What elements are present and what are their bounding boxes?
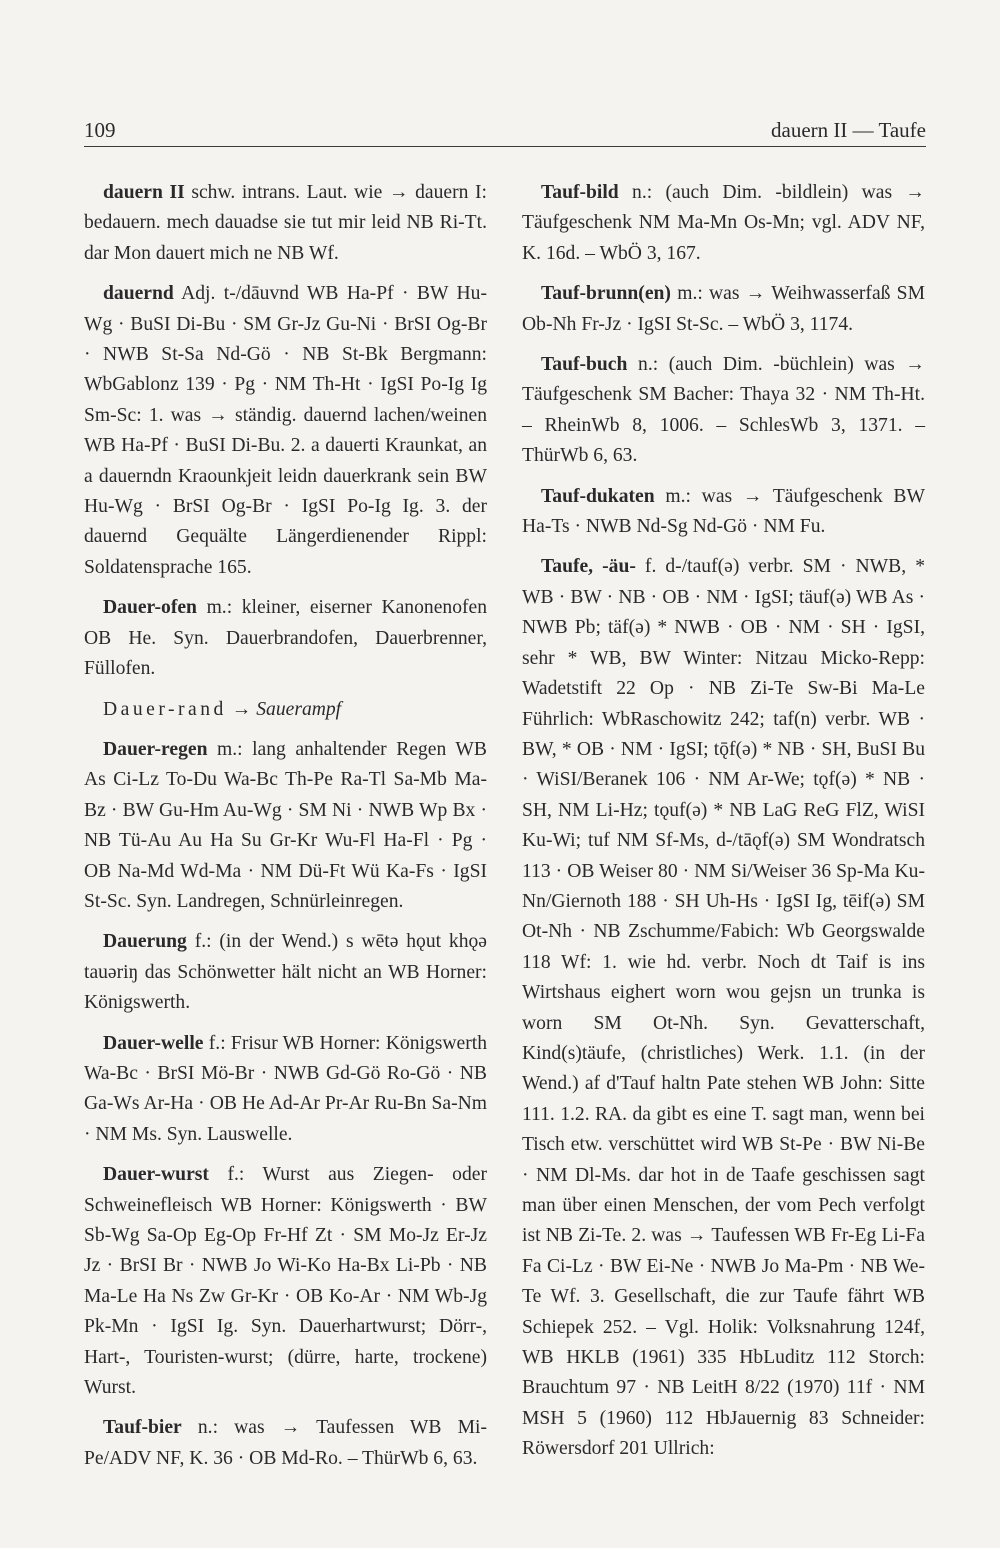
lemma: Tauf-dukaten [541, 485, 655, 507]
lemma: Taufe, -äu- [541, 556, 636, 578]
lemma: Tauf-bier [103, 1417, 182, 1439]
lemma: Tauf-bild [541, 182, 619, 203]
definition: n.: (auch Dim. -bildlein) was → Täufgeschenk NM Ma-Mn Os-Mn; vgl. ADV NF, K. 16d. – WbÖ 3, 167. [522, 182, 925, 264]
definition: n.: was → Taufessen WB Mi-Pe/ADV NF, K. 36 · OB Md-Ro. – ThürWb 6, 63. [84, 1417, 487, 1469]
entry-dauernd [84, 279, 487, 583]
definition: m.: kleiner, eiserner Kanonenofen OB He. Syn. Dauerbrandofen, Dauerbrenner, Füllofen. [84, 597, 488, 680]
running-head: dauern II — Taufe [771, 118, 926, 142]
page-number: 109 [84, 118, 116, 142]
entry-dauer-wurst [84, 1160, 487, 1403]
entry-tauf-buch [522, 350, 925, 472]
entry-dauer-rand [84, 695, 487, 725]
cross-reference: → Sauerampf [231, 698, 342, 720]
lemma: Dauer-rand [103, 698, 227, 720]
entry-dauer-ofen [84, 593, 487, 684]
definition: m.: lang anhaltender Regen WB As Ci-Lz To-Du Wa-Bc Th-Pe Ra-Tl Sa-Mb Ma-Bz · BW Gu-Hm Au-Wg · SM Ni · NWB Wp Bx · NB Tü-Au Au Ha Su Gr-Kr Wu-Fl Ha-Fl · Pg · OB Na-Md Wd-Ma · NM Dü-Ft Wü Ka-Fs · IgSI St-Sc. Syn. Landregen, Schnürleinregen. [84, 738, 487, 912]
lemma: Dauer-welle [103, 1032, 204, 1054]
definition: f. d-/tauf(ə) verbr. SM · NWB, * WB · BW · NB · OB · NM · IgSI; täuf(ə) WB As · NWB Pb; täf(ə) * NWB · OB · NM · SH · IgSI, sehr * WB, BW Winter: Nitzau Micko-Repp: Wadetstift 22 Op · NB Zi-Te Sw-Bi Ma-Le Führlich: WbRaschowitz 242; taf(n) verbr. WB · BW, * OB · NM · IgSI; tǭf(ə) * NB · SH, BuSI Bu · WiSI/Beranek 106 · NM Ar-We; tǫf(ə) * NB · SH, NM Li-Hz; tǫuf(ə) * NB LaG ReG FlZ, WiSI Ku-Wi; tuf NM Sf-Ms, d-/tāǫf(ə) SM Wondratsch 113 · OB Weiser 80 · NM Si/Weiser 36 Sp-Ma Ku-Nn/Giernoth 188 · SH Uh-Hs · IgSI Ig, tēif(ə) SM Ot-Nh · NB Zschumme/Fabich: Wb Georgswalde 118 Wf: 1. wie hd. verbr. Noch dt Taif is ins Wirtshaus eighert worn wou gejsn un trunka is worn SM Ot-Nh. Syn. Gevatterschaft, Kind(s)täufe, (christliches) Werk. 1.1. (in der Wend.) af d'Tauf haltn Pate stehen WB John: Sitte 111. 1.2. RA. da gibt es eine T. sagt man, wenn bei Tisch etw. verschüttet wird WB St-Pe · BW Ni-Be · NM Dl-Ms. dar hot in de Taafe geschissen sagt man über einen Menschen, der vom Pech verfolgt ist NB Zi-Te. 2. was → Taufessen WB Fr-Eg Li-Fa Fa Ci-Lz · BW Ei-Ne · NWB Jo Ma-Pm · NB We-Te Wf. 3. Gesellschaft, die zur Taufe fährt WB Schiepek 252. – Vgl. Holik: Volksnahrung 124f, WB HKLB (1961) 335 HbLuditz 112 Storch: Brauchtum 97 · NB LeitH 8/22 (1970) 11f · NM MSH 5 (1960) 112 HbJauernig 83 Schneider: Röwersdorf 201 Ullrich: [522, 556, 925, 1460]
lemma: Dauer-ofen [103, 597, 197, 619]
definition: f.: (in der Wend.) s wētə hǫut khǫə tauəriŋ das Schönwetter hält nicht an WB Horner: Königswerth. [84, 931, 487, 1014]
definition: m.: was → Weihwasserfaß SM Ob-Nh Fr-Jz · IgSI St-Sc. – WbÖ 3, 1174. [522, 283, 925, 335]
entry-dauern-ii [84, 178, 487, 269]
entry-dauerung [84, 927, 487, 1018]
entry-tauf-brunnen [522, 279, 925, 340]
right-column [522, 178, 925, 1475]
definition: m.: was → Täufgeschenk BW Ha-Ts · NWB Nd-Sg Nd-Gö · NM Fu. [522, 485, 925, 538]
entry-tauf-bier [84, 1413, 487, 1474]
definition: schw. intrans. Laut. wie → dauern I: bedauern. mech dauadse sie tut mir leid NB Ri-Tt. dar Mon dauert mich ne NB Wf. [84, 182, 488, 264]
entry-tauf-dukaten [522, 482, 925, 543]
lemma: Dauer-regen [103, 738, 208, 760]
lemma: Tauf-brunn(en) [541, 283, 671, 305]
definition: f.: Frisur WB Horner: Königswerth Wa-Bc · BrSI Mö-Br · NWB Gd-Gö Ro-Gö · NB Ga-Ws Ar-Ha · OB He Ad-Ar Pr-Ar Ru-Bn Sa-Nm · NM Ms. Syn. Lauswelle. [84, 1032, 487, 1145]
lemma: Dauerung [103, 931, 187, 953]
definition: n.: (auch Dim. -büchlein) was → Täufgeschenk SM Bacher: Thaya 32 · NM Th-Ht. – RheinWb 8, 1006. – SchlesWb 3, 1371. – ThürWb 6, 63. [522, 354, 925, 467]
entry-taufe [522, 552, 925, 1464]
entry-dauer-welle [84, 1029, 487, 1151]
left-column [84, 178, 487, 1484]
definition: f.: Wurst aus Ziegen- oder Schweinefleisch WB Horner: Königswerth · BW Sb-Wg Sa-Op Eg-Op Fr-Hf Zt · SM Mo-Jz Er-Jz Jz · BrSI Br · NWB Jo Wi-Ko Ha-Bx Li-Pb · NB Ma-Le Ha Ns Zw Gr-Kr · OB Ko-Ar · NM Wb-Jg Pk-Mn · IgSI Ig. Syn. Dauerhartwurst; Dörr-, Hart-, Touristen-wurst; (dürre, harte, trockene) Wurst. [84, 1164, 487, 1399]
lemma: Dauer-wurst [103, 1164, 209, 1186]
entry-tauf-bild [522, 178, 925, 269]
lemma: dauernd [103, 283, 174, 305]
entry-dauer-regen [84, 735, 487, 917]
lemma: dauern II [103, 182, 185, 203]
definition: Adj. t-/dāuvnd WB Ha-Pf · BW Hu-Wg · BuSI Di-Bu · SM Gr-Jz Gu-Ni · BrSI Og-Br · NWB St-Sa Nd-Gö · NB St-Bk Bergmann: WbGablonz 139 · Pg · NM Th-Ht · IgSI Po-Ig Ig Sm-Sc: 1. was → ständig. dauernd lachen/weinen WB Ha-Pf · BuSI Di-Bu. 2. a dauerti Kraunkat, an a dauerndn Kraounkjeit leidn dauerkrank sein BW Hu-Wg · BrSI Og-Br · IgSI Po-Ig Ig. 3. der dauernd Gequälte Längerdienender Rippl: Soldatensprache 165. [84, 283, 487, 578]
lemma: Tauf-buch [541, 354, 628, 376]
running-header [84, 118, 926, 148]
header-rule [84, 146, 926, 147]
